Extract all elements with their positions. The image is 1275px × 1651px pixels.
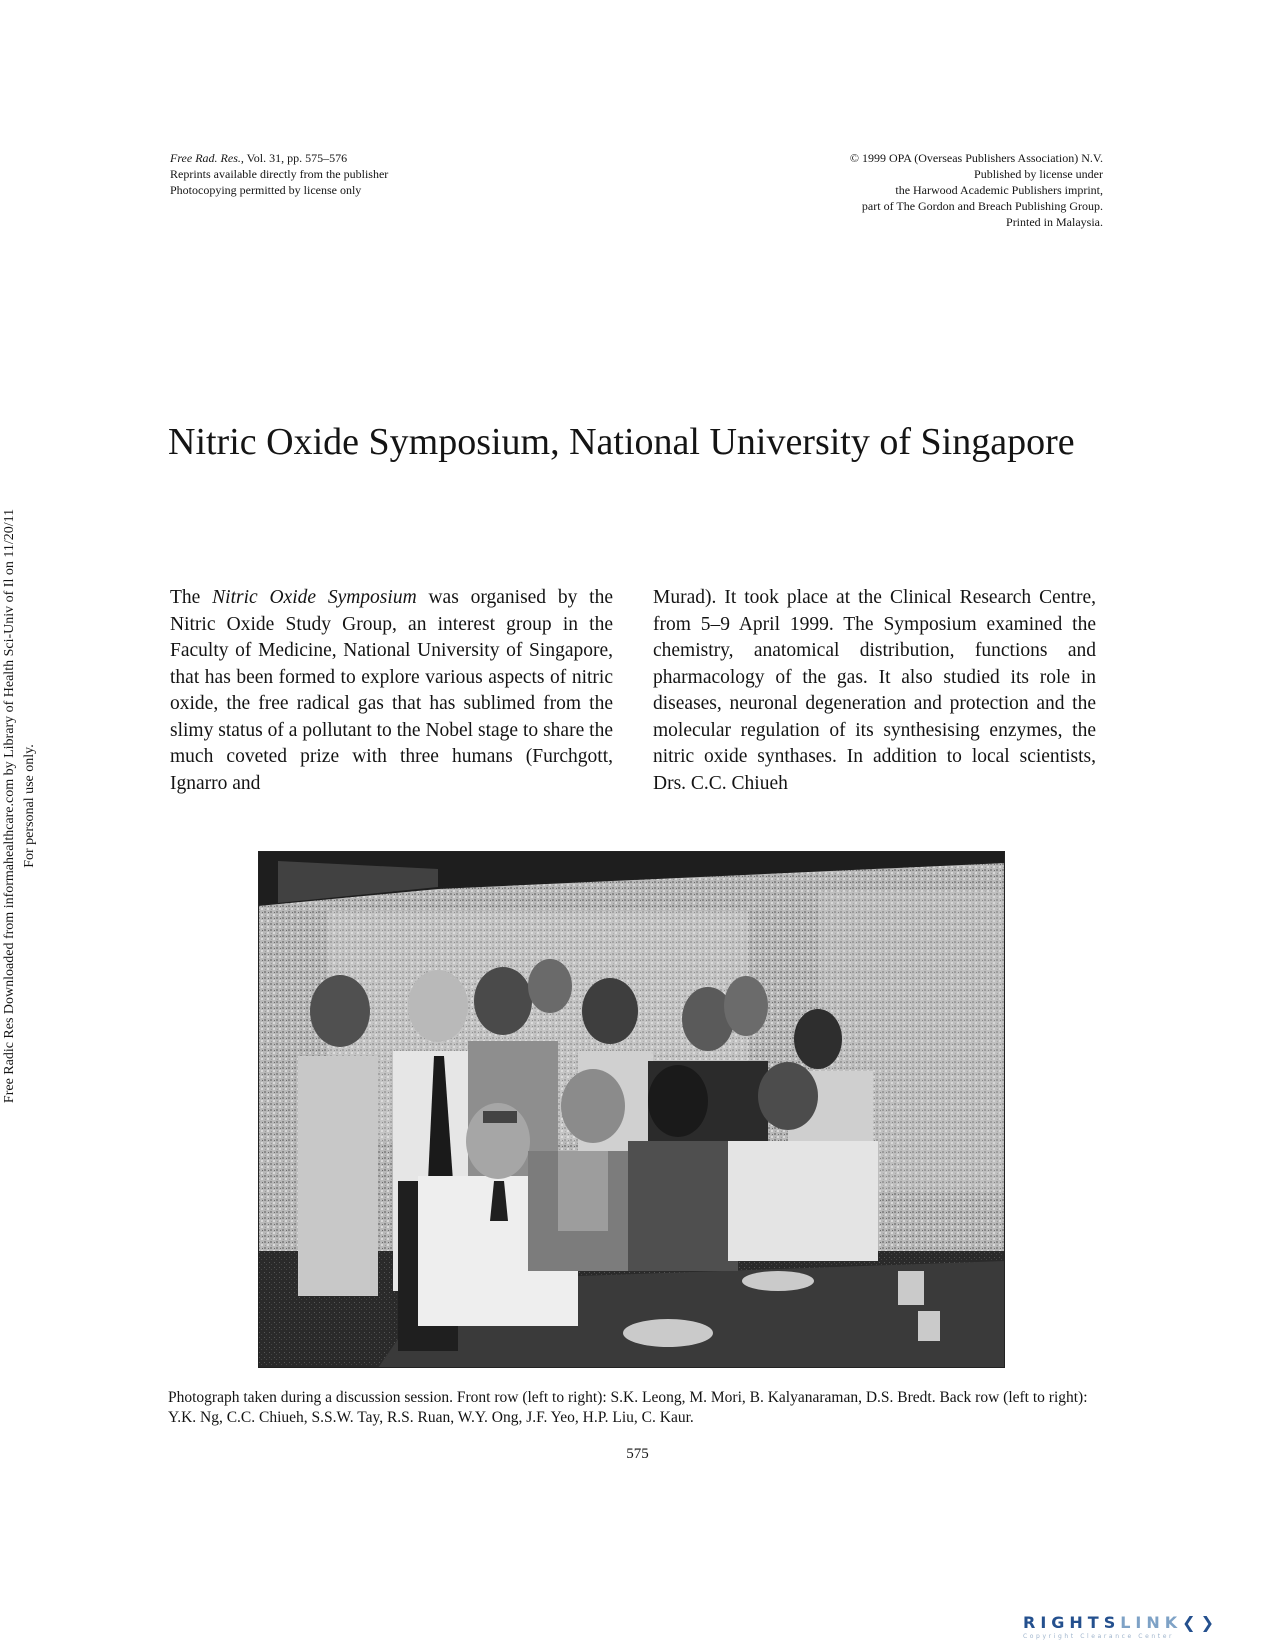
rightslink-chevron-icon: ❮❯ [1182, 1613, 1219, 1632]
article-title: Nitric Oxide Symposium, National University of Singapore [168, 421, 1075, 463]
symposium-name: Nitric Oxide Symposium [212, 587, 417, 608]
download-watermark-line1: Free Radic Res Downloaded from informahealthcare.com by Library of Health Sci-Univ of Il on 11/20/11 [2, 508, 17, 1104]
journal-citation: Vol. 31, pp. 575–576 [243, 151, 348, 165]
imprint-line: the Harwood Academic Publishers imprint, [895, 183, 1103, 197]
license-line: Published by license under [974, 167, 1103, 181]
body-text-left: was organised by the Nitric Oxide Study Group, an interest group in the Faculty of Medicine, National University of Singapore, that has been formed to explore various aspects of nitric oxide, the free radical gas that has sublimed from the slimy status of a pollutant to the Nobel stage to share the much coveted prize with three humans (Furchgott, Ignarro and [170, 587, 614, 794]
page-number: 575 [626, 1446, 649, 1462]
figure-caption: Photograph taken during a discussion session. Front row (left to right): S.K. Leong, M. Mori, B. Kalyanaraman, D.S. Bredt. Back row (left to right): Y.K. Ng, C.C. Chiueh, S.S.W. Tay, R.S. Ruan, W.Y. Ong, J.F. Yeo, H.P. Liu, C. Kaur. [168, 1389, 1088, 1426]
printed-line: Printed in Malaysia. [1006, 215, 1103, 229]
photocopy-note: Photocopying permitted by license only [170, 183, 362, 197]
body-column-left [170, 585, 613, 797]
rightslink-logo[interactable] [1023, 1613, 1255, 1649]
rightslink-wordmark [1023, 1613, 1255, 1632]
reprints-note: Reprints available directly from the publisher [170, 167, 389, 181]
body-column-right: Murad). It took place at the Clinical Research Centre, from 5–9 April 1999. The Symposium examined the chemistry, anatomical distribution, functions and pharmacology of the gas. It also studied its role in diseases, neuronal degeneration and protection and the molecular regulation of its synthesising enzymes, the nitric oxide synthases. In addition to local scientists, Drs. C.C. Chiueh [653, 587, 1096, 794]
journal-header [170, 150, 388, 198]
download-watermark [0, 446, 46, 1166]
rightslink-word-link: LINK [1120, 1613, 1183, 1632]
copyright-header [743, 150, 1103, 230]
rightslink-word-rights: RIGHTS [1023, 1613, 1121, 1632]
body-lead: The [170, 587, 213, 608]
rightslink-tagline: Copyright Clearance Center [1023, 1633, 1175, 1640]
download-watermark-line2: For personal use only. [22, 744, 37, 868]
copyright-line: © 1999 OPA (Overseas Publishers Association) N.V. [849, 151, 1103, 165]
group-photograph [258, 851, 1005, 1368]
journal-citation-line [170, 150, 388, 166]
group-line: part of The Gordon and Breach Publishing Group. [861, 199, 1103, 213]
journal-name: Free Rad. Res., [170, 151, 244, 165]
